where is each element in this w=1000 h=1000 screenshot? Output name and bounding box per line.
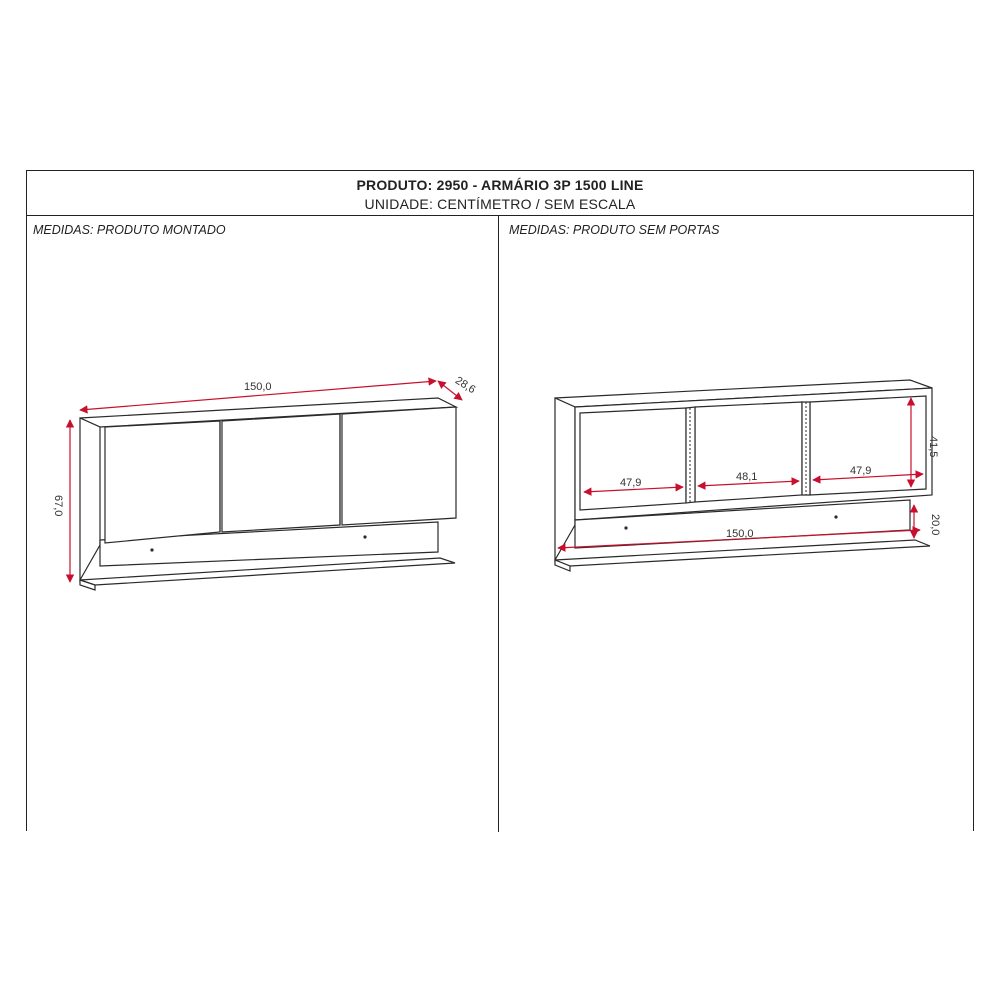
label-niche-left: 47,9 [620,477,642,489]
label-assembled-height: 67,0 [52,495,64,517]
label-niche-height: 41,5 [927,436,939,458]
cabinet-left-side [80,418,100,580]
niche-right [810,396,926,495]
label-shelf-gap: 20,0 [929,514,941,536]
mounting-hole-right [363,535,366,538]
unit-subtitle: UNIDADE: CENTÍMETRO / SEM ESCALA [364,196,636,212]
label-open-width: 150,0 [726,528,754,540]
label-niche-center: 48,1 [736,471,758,483]
open-left-side [555,398,575,560]
niche-left [580,408,686,510]
label-niche-right: 47,9 [850,465,872,477]
niche-center [695,402,802,502]
open-mounting-hole-right [834,515,837,518]
label-assembled-width: 150,0 [244,381,272,393]
door-left [105,421,220,543]
label-assembled-depth: 28,6 [452,374,478,397]
assembled-cabinet-drawing [80,398,456,590]
panel-label-assembled: MEDIDAS: PRODUTO MONTADO [33,223,226,237]
door-center [222,414,340,532]
panel-label-no-doors: MEDIDAS: PRODUTO SEM PORTAS [509,223,720,237]
open-mounting-hole-left [624,526,627,529]
door-right [342,407,456,525]
product-title: PRODUTO: 2950 - ARMÁRIO 3P 1500 LINE [356,177,644,193]
mounting-hole-left [150,548,153,551]
